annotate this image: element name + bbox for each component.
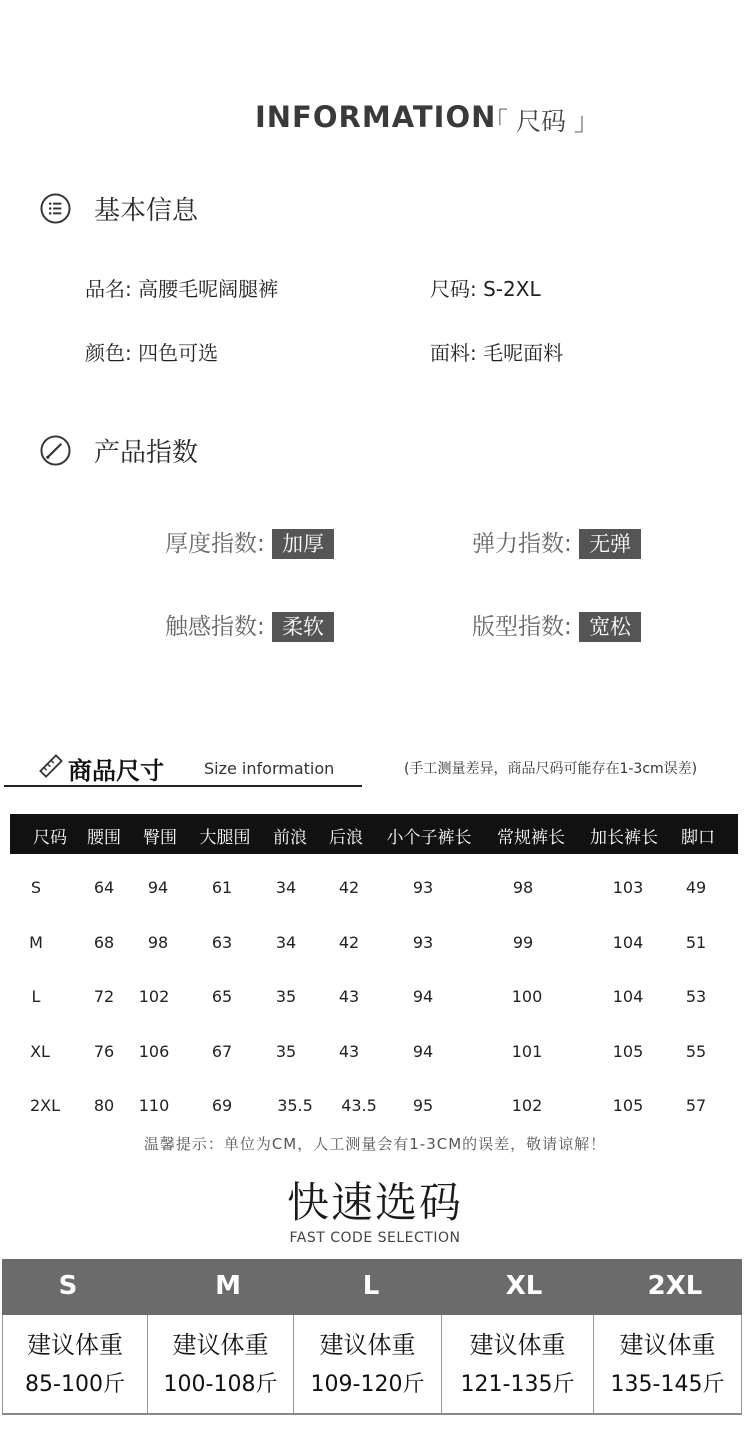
weight-label: 建议体重 — [27, 1331, 123, 1359]
cell-front-rise: 35.5 — [277, 1096, 313, 1115]
th-front-rise: 前浪 — [273, 828, 307, 848]
cell-thigh: 69 — [211, 1096, 233, 1115]
cell-regular-length: 98 — [512, 878, 534, 897]
th-long-length: 加长裤长 — [590, 828, 658, 848]
weight-label: 建议体重 — [172, 1331, 269, 1359]
info-name — [85, 273, 278, 302]
cell-hem: 53 — [685, 987, 707, 1006]
th-thigh: 大腿围 — [199, 828, 251, 848]
cell-front-rise: 34 — [275, 933, 297, 952]
info-color — [85, 337, 218, 366]
cell-back-rise: 43 — [338, 987, 360, 1006]
cell-hem: 51 — [685, 933, 707, 952]
index-touch-label: 触感指数: — [165, 614, 265, 640]
cell-long-length: 105 — [612, 1042, 644, 1061]
cell-petite-length: 94 — [412, 1042, 434, 1061]
table-row — [0, 878, 750, 900]
cell-petite-length: 94 — [412, 987, 434, 1006]
cell-thigh: 65 — [211, 987, 233, 1006]
cell-regular-length: 100 — [511, 987, 543, 1006]
weight-cell-s — [2, 1315, 148, 1413]
th-waist: 腰围 — [87, 828, 121, 848]
cell-back-rise: 43.5 — [341, 1096, 377, 1115]
table-row — [0, 1042, 750, 1064]
weight-label: 建议体重 — [619, 1331, 716, 1359]
measurement-tip: 温馨提示：单位为CM，人工测量会有1-3CM的误差，敬请谅解！ — [143, 1135, 607, 1153]
size-info-note: (手工测量差异，商品尺码可能存在1-3cm误差) — [404, 761, 698, 777]
cell-waist: 64 — [93, 878, 115, 897]
cell-waist: 76 — [93, 1042, 115, 1061]
cell-petite-length: 93 — [412, 933, 434, 952]
info-fabric — [430, 337, 563, 366]
info-color-label: 颜色: — [85, 341, 132, 365]
th-size: 尺码 — [33, 828, 67, 848]
cell-petite-length: 93 — [412, 878, 434, 897]
size-info-underline — [4, 785, 362, 787]
cell-front-rise: 35 — [275, 1042, 297, 1061]
table-row — [0, 933, 750, 955]
index-elasticity-label: 弹力指数: — [472, 531, 572, 557]
page-header — [0, 100, 750, 144]
cell-hip: 110 — [138, 1096, 170, 1115]
index-touch — [165, 608, 334, 642]
ruler-icon — [38, 753, 64, 779]
index-fit-label: 版型指数: — [472, 614, 572, 640]
cell-hem: 57 — [685, 1096, 707, 1115]
cell-waist: 80 — [93, 1096, 115, 1115]
weight-cell-2xl — [594, 1315, 742, 1413]
size-info-title: 商品尺寸 — [68, 757, 164, 785]
cell-front-rise: 34 — [275, 878, 297, 897]
size-info-subtitle: Size information — [204, 759, 335, 778]
index-fit-badge: 宽松 — [579, 612, 641, 642]
table-row — [0, 1096, 750, 1118]
quick-select-subtitle: FAST CODE SELECTION — [289, 1230, 461, 1246]
quick-select-title: 快速选码 — [286, 1178, 463, 1227]
info-fabric-label: 面料: — [430, 341, 477, 365]
th-hem: 脚口 — [681, 828, 715, 848]
index-elasticity — [472, 525, 641, 559]
quick-size-xl: XL — [505, 1271, 543, 1301]
cell-hip: 106 — [138, 1042, 170, 1061]
quick-size-l: L — [362, 1271, 380, 1301]
cell-size: 2XL — [29, 1096, 61, 1115]
cell-hem: 55 — [685, 1042, 707, 1061]
quick-size-m: M — [215, 1271, 241, 1301]
index-elasticity-badge: 无弹 — [579, 529, 641, 559]
cell-waist: 68 — [93, 933, 115, 952]
info-color-value: 四色可选 — [138, 341, 219, 365]
quick-size-bar — [2, 1259, 742, 1315]
info-size — [430, 273, 541, 302]
index-fit — [472, 608, 641, 642]
cell-regular-length: 99 — [512, 933, 534, 952]
th-hip: 臀围 — [143, 828, 177, 848]
weight-label: 建议体重 — [469, 1331, 566, 1359]
cell-long-length: 103 — [612, 878, 644, 897]
index-thickness-badge: 加厚 — [272, 529, 334, 559]
cell-back-rise: 43 — [338, 1042, 360, 1061]
size-table-header — [10, 814, 738, 854]
th-back-rise: 后浪 — [329, 828, 363, 848]
info-name-label: 品名: — [85, 277, 132, 301]
info-size-label: 尺码: — [430, 277, 477, 301]
th-regular-length: 常规裤长 — [497, 828, 565, 848]
cell-regular-length: 101 — [511, 1042, 543, 1061]
info-name-value: 高腰毛呢阔腿裤 — [138, 277, 279, 301]
list-icon — [40, 193, 71, 224]
gauge-icon — [40, 435, 71, 466]
cell-size: M — [29, 933, 43, 952]
cell-long-length: 104 — [612, 987, 644, 1006]
product-index-heading — [40, 432, 340, 472]
quick-size-s: S — [58, 1271, 78, 1301]
info-size-value: S-2XL — [483, 277, 541, 301]
weight-range: 121-135斤 — [460, 1372, 575, 1397]
cell-size: L — [31, 987, 41, 1006]
header-title-en: INFORMATION — [255, 100, 497, 134]
cell-hem: 49 — [685, 878, 707, 897]
cell-waist: 72 — [93, 987, 115, 1006]
cell-petite-length: 95 — [412, 1096, 434, 1115]
info-fabric-value: 毛呢面料 — [483, 341, 564, 365]
weight-cell-xl — [442, 1315, 594, 1413]
index-thickness — [165, 525, 334, 559]
index-touch-badge: 柔软 — [272, 612, 334, 642]
cell-size: S — [30, 878, 42, 897]
product-index-title: 产品指数 — [94, 438, 199, 468]
quick-size-2xl: 2XL — [647, 1271, 703, 1301]
weight-range: 135-145斤 — [610, 1372, 725, 1397]
weight-range: 85-100斤 — [25, 1372, 125, 1397]
basic-info-title: 基本信息 — [94, 196, 199, 226]
cell-back-rise: 42 — [338, 933, 360, 952]
cell-hip: 102 — [138, 987, 170, 1006]
weight-cell-l — [294, 1315, 442, 1413]
quick-size-weights — [2, 1315, 742, 1415]
cell-hip: 98 — [147, 933, 169, 952]
th-petite-length: 小个子裤长 — [386, 828, 472, 848]
weight-range: 100-108斤 — [163, 1372, 278, 1397]
cell-back-rise: 42 — [338, 878, 360, 897]
cell-regular-length: 102 — [511, 1096, 543, 1115]
cell-long-length: 104 — [612, 933, 644, 952]
table-row — [0, 987, 750, 1009]
cell-thigh: 63 — [211, 933, 233, 952]
weight-cell-m — [148, 1315, 294, 1413]
header-title-cn: 「 尺码 」 — [483, 107, 599, 136]
cell-thigh: 67 — [211, 1042, 233, 1061]
index-thickness-label: 厚度指数: — [165, 531, 265, 557]
cell-long-length: 105 — [612, 1096, 644, 1115]
cell-thigh: 61 — [211, 878, 233, 897]
weight-label: 建议体重 — [319, 1331, 416, 1359]
cell-size: XL — [30, 1042, 50, 1061]
cell-hip: 94 — [147, 878, 169, 897]
weight-range: 109-120斤 — [310, 1372, 425, 1397]
cell-front-rise: 35 — [275, 987, 297, 1006]
basic-info-heading — [40, 190, 340, 230]
